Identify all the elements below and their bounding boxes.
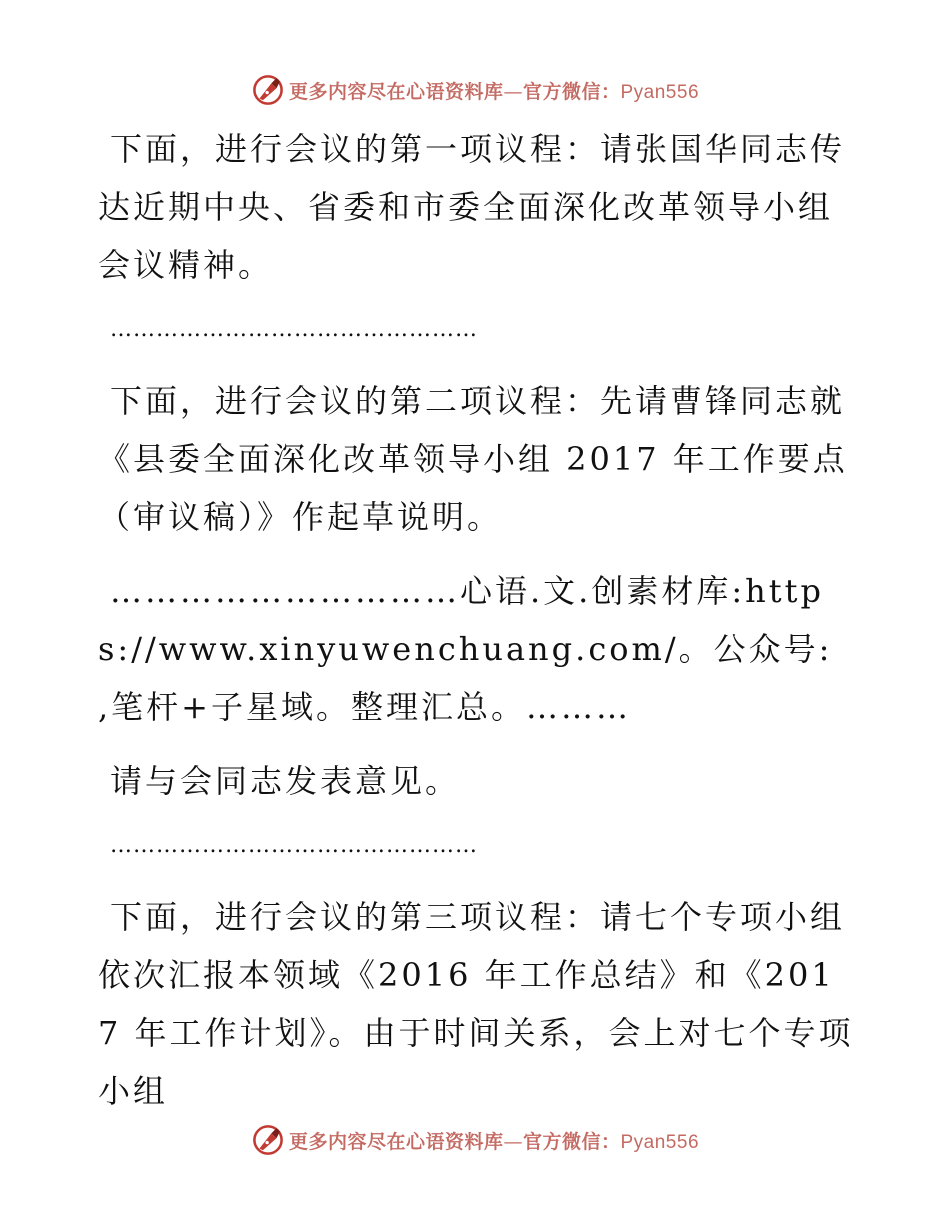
- banner-dash: —: [503, 80, 523, 103]
- ellipsis-separator-2: …………………………………………: [110, 833, 478, 858]
- banner-wechat-id: Pyan556: [620, 81, 700, 103]
- paragraph-source-note: …………………………心语.文.创素材库:https://www.xinyuwenchuang.com/。公众号: ,笔杆+子星域。整理汇总。………: [98, 572, 833, 726]
- pen-nib-logo-icon: [251, 73, 285, 107]
- banner-prefix: 更多内容尽在心语资料库: [288, 1130, 504, 1153]
- paragraph-agenda-three: 下面，进行会议的第三项议程：请七个专项小组依次汇报本领域《2016 年工作总结》和《2017 年工作计划》。由于时间关系，会上对七个专项小组: [98, 898, 854, 1110]
- banner-prefix: 更多内容尽在心语资料库: [288, 80, 504, 103]
- banner-wechat-label: 官方微信：: [522, 1130, 621, 1153]
- header-banner: [0, 70, 950, 110]
- paragraph-agenda-two: 下面，进行会议的第二项议程：先请曹锋同志就《县委全面深化改革领导小组 2017 年工作要点（审议稿）》作起草说明。: [98, 382, 848, 536]
- paragraph-agenda-one: 下面，进行会议的第一项议程：请张国华同志传达近期中央、省委和市委全面深化改革领导小组会议精神。: [98, 130, 846, 284]
- ellipsis-separator-1: …………………………………………: [110, 317, 478, 342]
- document-body: [98, 120, 858, 1136]
- banner-wechat-label: 官方微信：: [522, 80, 621, 103]
- footer-banner: [0, 1120, 950, 1160]
- banner-inner: [251, 73, 699, 107]
- paragraph-request-opinions: 请与会同志发表意见。: [110, 762, 461, 800]
- banner-dash: —: [503, 1130, 523, 1153]
- pen-nib-logo-icon: [251, 1123, 285, 1157]
- banner-inner-bottom: [251, 1123, 699, 1157]
- banner-wechat-id: Pyan556: [620, 1131, 700, 1153]
- banner-text-bottom: [289, 1127, 699, 1154]
- banner-text: [289, 77, 699, 104]
